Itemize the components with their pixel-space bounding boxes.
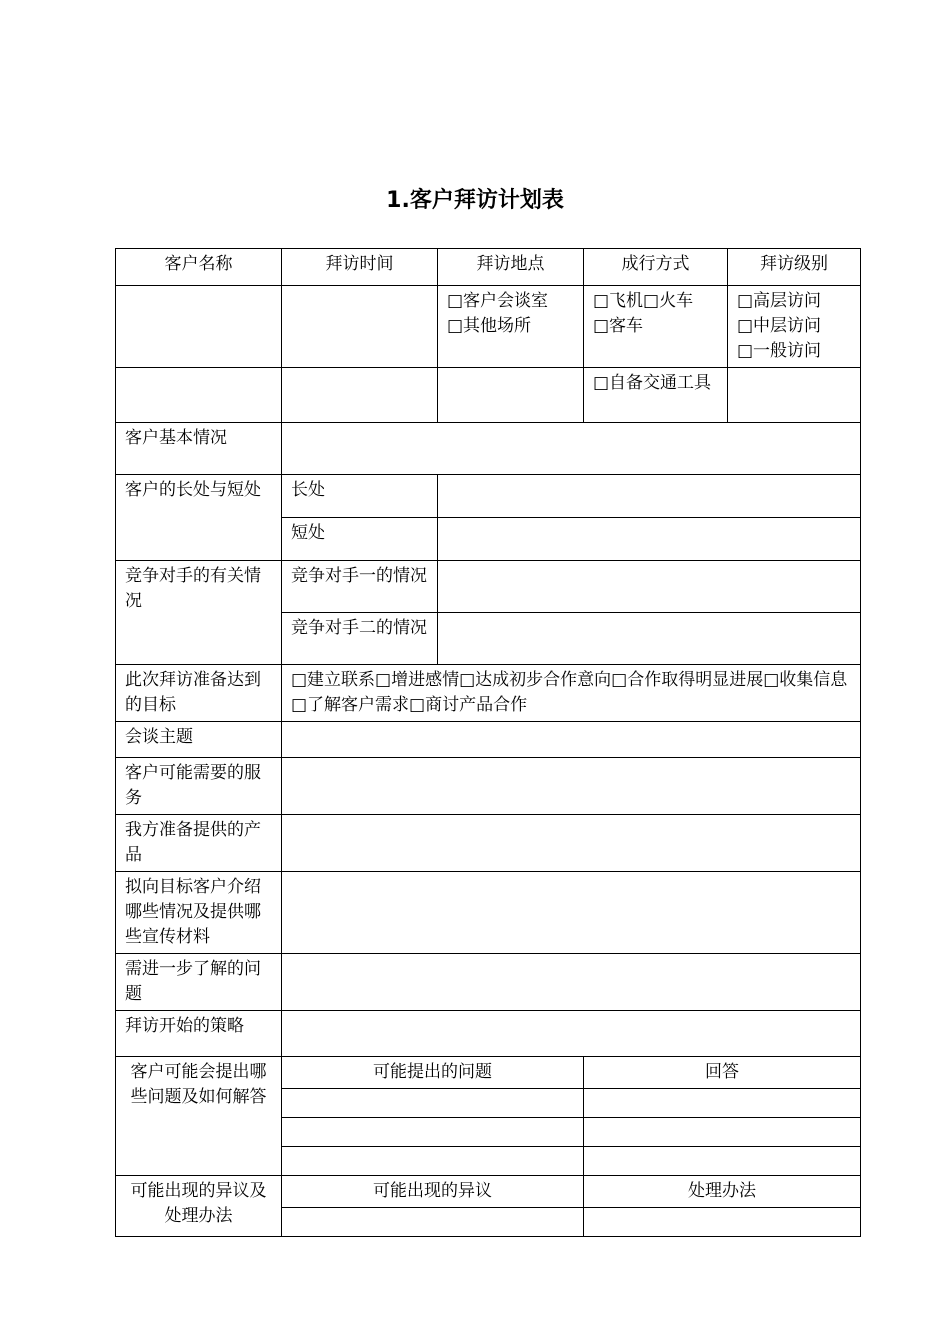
- question-field[interactable]: [282, 1118, 584, 1147]
- handling-col-header: 处理办法: [584, 1176, 861, 1208]
- product-field[interactable]: [282, 815, 861, 872]
- product-label: 我方准备提供的产品: [116, 815, 282, 872]
- basic-info-label: 客户基本情况: [116, 423, 282, 475]
- header-transport: 成行方式: [584, 249, 728, 286]
- further-label: 需进一步了解的问题: [116, 954, 282, 1011]
- question-field[interactable]: [282, 1089, 584, 1118]
- header-visit-time: 拜访时间: [282, 249, 438, 286]
- strategy-field[interactable]: [282, 1011, 861, 1057]
- strength-field[interactable]: [438, 475, 861, 518]
- answer-field[interactable]: [584, 1118, 861, 1147]
- topic-label: 会谈主题: [116, 722, 282, 758]
- topic-field[interactable]: [282, 722, 861, 758]
- header-row: [116, 249, 861, 286]
- strength-label: 长处: [282, 475, 438, 518]
- objections-label: 可能出现的异议及处理办法: [116, 1176, 282, 1237]
- basic-info-field[interactable]: [282, 423, 861, 475]
- topic-row: [116, 722, 861, 758]
- answers-col-header: 回答: [584, 1057, 861, 1089]
- customer-name-cell-2[interactable]: [116, 368, 282, 423]
- answer-field[interactable]: [584, 1147, 861, 1176]
- location-option-other[interactable]: □其他场所: [447, 316, 532, 336]
- objections-col-header: 可能出现的异议: [282, 1176, 584, 1208]
- transport-option-bus[interactable]: □客车: [593, 316, 644, 336]
- visit-time-cell[interactable]: [282, 286, 438, 368]
- service-field[interactable]: [282, 758, 861, 815]
- weakness-label: 短处: [282, 518, 438, 561]
- questions-col-header: 可能提出的问题: [282, 1057, 584, 1089]
- header-visit-location: 拜访地点: [438, 249, 584, 286]
- page-title: 1.客户拜访计划表: [386, 188, 564, 213]
- intro-field[interactable]: [282, 872, 861, 954]
- strengths-weaknesses-label: 客户的长处与短处: [116, 475, 282, 561]
- level-option-high[interactable]: □高层访问: [737, 291, 822, 311]
- questions-label: 客户可能会提出哪些问题及如何解答: [116, 1057, 282, 1176]
- transport-option-own-vehicle[interactable]: □自备交通工具: [584, 368, 728, 423]
- basic-info-row: [116, 423, 861, 475]
- competitor-1-label: 竞争对手一的情况: [282, 561, 438, 613]
- goal-options[interactable]: □建立联系□增进感情□达成初步合作意向□合作取得明显进展□收集信息□了解客户需求□商讨产品合作: [282, 665, 861, 722]
- goal-row: [116, 665, 861, 722]
- competitor-1-row: [116, 561, 861, 613]
- entry-row-2: [116, 368, 861, 423]
- handling-field[interactable]: [584, 1208, 861, 1237]
- further-row: [116, 954, 861, 1011]
- objections-header-row: [116, 1176, 861, 1208]
- transport-options-cell: [584, 286, 728, 368]
- objection-field[interactable]: [282, 1208, 584, 1237]
- intro-row: [116, 872, 861, 954]
- level-option-middle[interactable]: □中层访问: [737, 316, 822, 336]
- location-cell-2[interactable]: [438, 368, 584, 423]
- goal-label: 此次拜访准备达到的目标: [116, 665, 282, 722]
- competitor-label: 竞争对手的有关情况: [116, 561, 282, 665]
- header-visit-level: 拜访级别: [728, 249, 861, 286]
- service-row: [116, 758, 861, 815]
- service-label: 客户可能需要的服务: [116, 758, 282, 815]
- level-cell-2[interactable]: [728, 368, 861, 423]
- competitor-2-label: 竞争对手二的情况: [282, 613, 438, 665]
- weakness-field[interactable]: [438, 518, 861, 561]
- location-options-cell: [438, 286, 584, 368]
- visit-time-cell-2[interactable]: [282, 368, 438, 423]
- strategy-row: [116, 1011, 861, 1057]
- question-field[interactable]: [282, 1147, 584, 1176]
- further-field[interactable]: [282, 954, 861, 1011]
- customer-name-cell[interactable]: [116, 286, 282, 368]
- visit-plan-table: [115, 248, 861, 1237]
- strength-row: [116, 475, 861, 518]
- location-option-meeting-room[interactable]: □客户会谈室: [447, 291, 549, 311]
- competitor-1-field[interactable]: [438, 561, 861, 613]
- header-customer-name: 客户名称: [116, 249, 282, 286]
- entry-row-1: [116, 286, 861, 368]
- product-row: [116, 815, 861, 872]
- level-option-general[interactable]: □一般访问: [737, 341, 822, 361]
- strategy-label: 拜访开始的策略: [116, 1011, 282, 1057]
- questions-header-row: [116, 1057, 861, 1089]
- transport-option-plane-train[interactable]: □飞机□火车: [593, 291, 694, 311]
- competitor-2-field[interactable]: [438, 613, 861, 665]
- answer-field[interactable]: [584, 1089, 861, 1118]
- intro-label: 拟向目标客户介绍哪些情况及提供哪些宣传材料: [116, 872, 282, 954]
- level-options-cell: [728, 286, 861, 368]
